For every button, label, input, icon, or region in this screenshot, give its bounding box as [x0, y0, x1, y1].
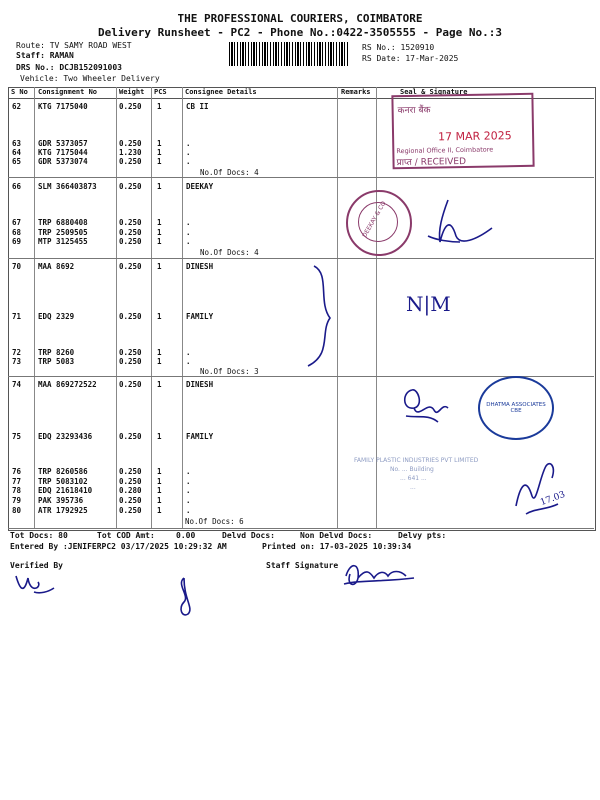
cell-sno: 66 [12, 182, 22, 191]
cell-sno: 72 [12, 348, 22, 357]
dhatma-seal-text: DHATMA ASSOCIATES CBE [486, 402, 546, 414]
cell-consignment: ATR 1792925 [38, 506, 88, 515]
cell-sno: 71 [12, 312, 22, 321]
cell-consignee: . [186, 139, 191, 148]
cell-consignee: . [186, 357, 191, 366]
family-sign-date: 17.03 [539, 489, 567, 509]
cell-weight: 0.250 [119, 467, 142, 476]
signature-family [506, 456, 566, 520]
signature-dhatma [398, 380, 458, 430]
cell-sno: 69 [12, 237, 22, 246]
cell-consignee: . [186, 486, 191, 495]
cell-weight: 0.250 [119, 432, 142, 441]
cell-weight: 0.250 [119, 218, 142, 227]
cell-weight: 0.280 [119, 486, 142, 495]
drs-number: DRS No.: DCJB152091003 [16, 63, 122, 72]
cell-sno: 65 [12, 157, 22, 166]
cell-consignee: . [186, 148, 191, 157]
col-divider [34, 87, 35, 529]
cell-consignee: . [186, 506, 191, 515]
cell-consignee: . [186, 348, 191, 357]
total-cod-value: 0.00 [176, 531, 196, 540]
col-header-consignee: Consignee Details [185, 88, 257, 96]
cell-consignment: TRP 8260 [38, 348, 75, 357]
cell-sno: 68 [12, 228, 22, 237]
cell-pcs: 1 [157, 157, 162, 166]
cell-weight: 0.250 [119, 182, 142, 191]
bracket-mark [300, 262, 340, 372]
cell-consignee: FAMILY [186, 432, 214, 441]
staff-signature [340, 558, 420, 592]
col-divider [116, 87, 117, 529]
company-title: THE PROFESSIONAL COURIERS, COIMBATORE [177, 12, 423, 25]
group-doc-count: No.Of Docs: 4 [200, 168, 259, 177]
cell-weight: 0.250 [119, 477, 142, 486]
cell-sno: 74 [12, 380, 22, 389]
cell-consignment: MTP 3125455 [38, 237, 88, 246]
cell-sno: 78 [12, 486, 22, 495]
route-text: Route: TV SAMY ROAD WEST [16, 41, 132, 50]
cell-consignment: SLM 366403873 [38, 182, 97, 191]
cell-pcs: 1 [157, 139, 162, 148]
cell-weight: 0.250 [119, 102, 142, 111]
cell-consignment: EDQ 2329 [38, 312, 75, 321]
cell-consignment: EDQ 23293436 [38, 432, 93, 441]
scribble-mark [172, 574, 198, 622]
cell-consignee: . [186, 237, 191, 246]
non-delivered-docs: Non Delvd Docs: [300, 531, 373, 540]
cell-consignment: PAK 395736 [38, 496, 84, 505]
cell-consignment: TRP 5083102 [38, 477, 88, 486]
cell-weight: 0.250 [119, 237, 142, 246]
cell-consignment: MAA 869272522 [38, 380, 97, 389]
cell-pcs: 1 [157, 148, 162, 157]
cell-weight: 0.250 [119, 139, 142, 148]
vehicle-text: Vehicle: Two Wheeler Delivery [20, 74, 160, 83]
verifier-signature [12, 570, 56, 600]
cell-consignee: . [186, 477, 191, 486]
col-divider [151, 87, 152, 529]
staff-text: Staff: RAMAN [16, 51, 74, 60]
cell-sno: 70 [12, 262, 22, 271]
cell-sno: 67 [12, 218, 22, 227]
stamp-line: No. ... Building [390, 466, 434, 473]
cell-pcs: 1 [157, 467, 162, 476]
cell-sno: 62 [12, 102, 22, 111]
cell-consignee: DINESH [186, 262, 214, 271]
cell-consignment: TRP 2509505 [38, 228, 88, 237]
verified-by-label: Verified By [10, 561, 63, 570]
cell-pcs: 1 [157, 486, 162, 495]
cell-sno: 75 [12, 432, 22, 441]
cell-consignee: . [186, 496, 191, 505]
cell-weight: 0.250 [119, 262, 142, 271]
stamp-bank-name: कनरा बैंक [397, 105, 431, 117]
cell-pcs: 1 [157, 182, 162, 191]
group-doc-count: No.Of Docs: 3 [200, 367, 259, 376]
cell-consignment: EDQ 21618410 [38, 486, 93, 495]
cell-consignee: FAMILY [186, 312, 214, 321]
cell-weight: 0.250 [119, 348, 142, 357]
cell-sno: 64 [12, 148, 22, 157]
cell-consignee: . [186, 228, 191, 237]
cell-consignee: CB II [186, 102, 209, 111]
cell-pcs: 1 [157, 262, 162, 271]
col-divider [182, 87, 183, 529]
runsheet-subtitle: Delivery Runsheet - PC2 - Phone No.:0422-3505555 - Page No.:3 [98, 26, 502, 39]
col-header-weight: Weight [119, 88, 145, 96]
cell-weight: 0.250 [119, 357, 142, 366]
col-header-sno: S No [11, 88, 28, 96]
group-doc-count: No.Of Docs: 6 [185, 517, 244, 526]
staff-signature-label: Staff Signature [266, 561, 339, 570]
entered-by: Entered By :JENIFERPC2 03/17/2025 10:29:32 AM [10, 542, 227, 551]
cell-pcs: 1 [157, 102, 162, 111]
dhatma-seal [478, 376, 554, 440]
cell-consignee: DEEKAY [186, 182, 214, 191]
cell-consignment: TRP 6880408 [38, 218, 88, 227]
cell-pcs: 1 [157, 218, 162, 227]
cell-weight: 0.250 [119, 228, 142, 237]
cell-pcs: 1 [157, 496, 162, 505]
group-divider [8, 258, 594, 259]
cell-consignee: . [186, 218, 191, 227]
col-header-pcs: PCS [154, 88, 167, 96]
stamp-date: 17 MAR 2025 [437, 129, 512, 144]
barcode [229, 42, 350, 66]
delivery-points: Delvy pts: [398, 531, 447, 540]
cell-sno: 73 [12, 357, 22, 366]
cell-consignment: GDR 5373057 [38, 139, 88, 148]
cell-weight: 0.250 [119, 380, 142, 389]
cell-consignee: . [186, 467, 191, 476]
cell-pcs: 1 [157, 477, 162, 486]
col-header-seal: Seal & Signature [400, 88, 468, 96]
cell-sno: 79 [12, 496, 22, 505]
stamp-received: प्राप्त / RECEIVED [396, 156, 467, 169]
deekay-seal [346, 190, 412, 256]
cell-pcs: 1 [157, 348, 162, 357]
cell-sno: 76 [12, 467, 22, 476]
rs-number: RS No.: 1520910 [362, 43, 435, 52]
group-doc-count: No.Of Docs: 4 [200, 248, 259, 257]
cell-weight: 0.250 [119, 496, 142, 505]
group-divider [8, 528, 594, 529]
cell-pcs: 1 [157, 506, 162, 515]
signature-deekay [420, 196, 500, 252]
cell-weight: 0.250 [119, 312, 142, 321]
cell-pcs: 1 [157, 312, 162, 321]
cell-weight: 0.250 [119, 506, 142, 515]
received-date-stamp [391, 93, 534, 169]
family-company-stamp [350, 456, 520, 516]
cell-consignment: TRP 8260586 [38, 467, 88, 476]
cell-pcs: 1 [157, 357, 162, 366]
cell-consignment: TRP 5083 [38, 357, 75, 366]
cell-weight: 0.250 [119, 157, 142, 166]
cell-consignment: MAA 8692 [38, 262, 75, 271]
stamp-office: Regional Office II, Coimbatore [396, 145, 494, 156]
delivered-docs: Delvd Docs: [222, 531, 275, 540]
total-docs: Tot Docs: 80 [10, 531, 68, 540]
cell-consignment: GDR 5373074 [38, 157, 88, 166]
rs-date: RS Date: 17-Mar-2025 [362, 54, 459, 63]
stamp-line: FAMILY PLASTIC INDUSTRIES PVT LIMITED [354, 457, 479, 464]
col-header-consignment: Consignment No [38, 88, 98, 96]
cell-consignee: . [186, 157, 191, 166]
group-divider [8, 177, 594, 178]
total-cod-label: Tot COD Amt: [97, 531, 155, 540]
cell-pcs: 1 [157, 380, 162, 389]
stamp-line: ... 641 ... [400, 475, 427, 482]
cell-weight: 1.230 [119, 148, 142, 157]
cell-consignment: KTG 7175040 [38, 102, 88, 111]
deekay-seal-text: DEEKAY & CO [361, 200, 388, 239]
cell-pcs: 1 [157, 237, 162, 246]
cell-consignment: KTG 7175044 [38, 148, 88, 157]
cell-sno: 77 [12, 477, 22, 486]
cell-consignee: DINESH [186, 380, 214, 389]
printed-on: Printed on: 17-03-2025 10:39:34 [262, 542, 412, 551]
cell-pcs: 1 [157, 432, 162, 441]
stamp-line: ... [410, 484, 416, 491]
cell-sno: 63 [12, 139, 22, 148]
col-header-remarks: Remarks [341, 88, 371, 96]
remarks-handwriting: N|M [406, 292, 451, 316]
cell-sno: 80 [12, 506, 22, 515]
cell-pcs: 1 [157, 228, 162, 237]
